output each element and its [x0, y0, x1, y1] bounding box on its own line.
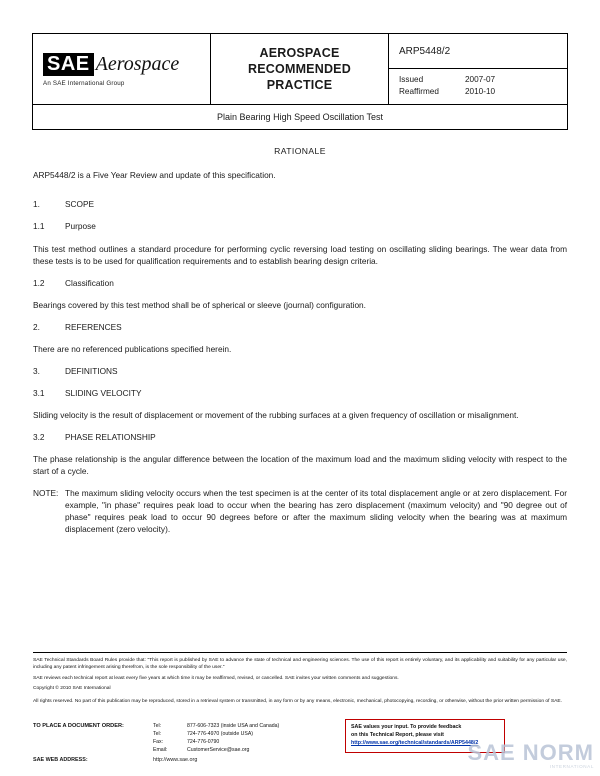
- section-1-1-title: Purpose: [65, 221, 96, 232]
- document-dates: [389, 69, 567, 104]
- section-3-2-paragraph: The phase relationship is the angular difference between the location of the maximum load and the maximum sliding velocity with respect to the start of a cycle.: [33, 453, 567, 476]
- order-value: 877-606-7323 (inside USA and Canada): [187, 723, 280, 729]
- order-row: [153, 730, 343, 738]
- footer-divider: [33, 652, 567, 653]
- section-1-heading: [33, 198, 567, 210]
- order-row: [153, 722, 343, 730]
- reaffirmed-row: [399, 86, 567, 98]
- section-2-title: REFERENCES: [65, 321, 122, 332]
- rationale-heading: RATIONALE: [274, 146, 326, 156]
- order-key: Tel:: [153, 731, 162, 738]
- review-policy-text: SAE reviews each technical report at least every five years at which time it may be reaffirmed, revised, or cancelled. SAE invites your written comments and suggestions.: [33, 675, 399, 681]
- order-row: [153, 738, 343, 746]
- section-1-2-number: 1.2: [33, 277, 45, 288]
- logo-tagline: An SAE International Group: [43, 79, 125, 87]
- section-1-1-heading: [33, 220, 567, 232]
- feedback-link[interactable]: http://www.sae.org/technical/standards/ARP5448/2: [351, 739, 479, 746]
- sae-aerospace-logo: [33, 34, 211, 104]
- document-header-block: [32, 33, 568, 130]
- title-line-1: AEROSPACE: [259, 45, 340, 60]
- section-3-2-heading: [33, 431, 567, 443]
- standards-board-rules-text: SAE Technical Standards Board Rules provide that: "This report is published by SAE to advance the state of technical and engineering sciences. The use of this report is entirely voluntary, and its applicability and suitability for any particular use, including any patent infringement arising therefrom, is the sole responsibility of the user.": [33, 658, 567, 670]
- web-address-value[interactable]: http://www.sae.org: [153, 757, 198, 763]
- section-3-1-number: 3.1: [33, 387, 45, 398]
- note-block: [33, 487, 567, 535]
- document-type-title: [211, 34, 389, 104]
- order-value: 724-776-4970 (outside USA): [187, 731, 254, 738]
- watermark-text: SAE NORM: [467, 740, 594, 766]
- section-1-2-paragraph: Bearings covered by this test method shall be of spherical or sleeve (journal) configuration.: [33, 299, 366, 310]
- section-3-2-title: PHASE RELATIONSHIP: [65, 431, 156, 442]
- order-label: TO PLACE A DOCUMENT ORDER:: [33, 723, 124, 729]
- order-contact-list: [153, 722, 343, 754]
- section-2-number: 2.: [33, 321, 40, 332]
- section-3-2-number: 3.2: [33, 431, 45, 442]
- section-1-1-paragraph: This test method outlines a standard procedure for performing cyclic reversing load testing on oscillating sliding bearings. The wear data from these tests is to be used for qualification requirements and to establish bearing design criteria.: [33, 243, 567, 266]
- issued-row: [399, 74, 567, 86]
- sae-web-address-row: [33, 757, 453, 763]
- order-value: CustomerService@sae.org: [187, 747, 250, 754]
- title-line-2: RECOMMENDED: [248, 61, 351, 76]
- document-footer: [33, 652, 567, 710]
- title-line-3: PRACTICE: [266, 77, 333, 92]
- section-1-2-heading: [33, 277, 567, 289]
- document-number: ARP5448/2: [389, 34, 567, 69]
- order-key: Tel:: [153, 723, 162, 729]
- web-address-label: SAE WEB ADDRESS:: [33, 757, 88, 763]
- order-key: Fax:: [153, 739, 164, 746]
- logo-row: [43, 53, 202, 76]
- issued-label: Issued: [399, 75, 424, 84]
- section-3-number: 3.: [33, 365, 40, 376]
- feedback-line-1: SAE values your input. To provide feedback: [351, 724, 462, 730]
- section-1-title: SCOPE: [65, 199, 95, 210]
- section-1-2-title: Classification: [65, 277, 114, 288]
- all-rights-reserved-text: All rights reserved. No part of this publication may be reproduced, stored in a retrieval system or transmitted, in any form or by any means, electronic, mechanical, photocopying, recording, or otherwise, without the prior written permission of SAE.: [33, 699, 562, 705]
- order-value: 724-776-0790: [187, 739, 220, 746]
- order-key: Email:: [153, 747, 168, 754]
- note-label: NOTE:: [33, 487, 59, 498]
- sae-wordmark: SAE: [43, 53, 94, 76]
- copyright-text: Copyright © 2010 SAE International: [33, 686, 111, 692]
- section-2-heading: [33, 321, 567, 333]
- note-text: The maximum sliding velocity occurs when the test specimen is at the center of its total displacement angle or at zero displacement. For example, "in phase" requires peak load to occur when the bearing has zero displacement (maximum velocity) and "90 degree out of phase" requires peak load to occur 90 degrees before or after the maximum sliding velocity when the bearing was at maximum displacement (zero velocity).: [65, 487, 567, 534]
- sae-watermark: [467, 742, 594, 770]
- section-1-number: 1.: [33, 199, 40, 210]
- section-3-title: DEFINITIONS: [65, 365, 118, 376]
- watermark-subtext: INTERNATIONAL: [549, 764, 594, 770]
- issued-value: 2007-07: [465, 75, 496, 84]
- header-right-column: [389, 34, 567, 104]
- section-1-1-number: 1.1: [33, 221, 45, 232]
- section-3-1-heading: [33, 387, 567, 399]
- section-3-1-paragraph: Sliding velocity is the result of displacement or movement of the rubbing surfaces at a given frequency of oscillation or misalignment.: [33, 409, 519, 420]
- reaffirmed-label: Reaffirmed: [399, 87, 439, 97]
- feedback-line-2: on this Technical Report, please visit: [351, 731, 444, 738]
- section-3-heading: [33, 365, 567, 377]
- section-2-paragraph: There are no referenced publications specified herein.: [33, 343, 232, 354]
- order-row: [153, 746, 343, 754]
- document-subject-title: Plain Bearing High Speed Oscillation Test: [217, 111, 383, 122]
- reaffirmed-value: 2010-10: [465, 87, 496, 97]
- aerospace-wordmark: Aerospace: [95, 52, 180, 75]
- rationale-paragraph: ARP5448/2 is a Five Year Review and update of this specification.: [33, 170, 276, 181]
- document-body: [33, 145, 567, 545]
- section-3-1-title: SLIDING VELOCITY: [65, 387, 142, 398]
- header-top-row: [33, 34, 567, 105]
